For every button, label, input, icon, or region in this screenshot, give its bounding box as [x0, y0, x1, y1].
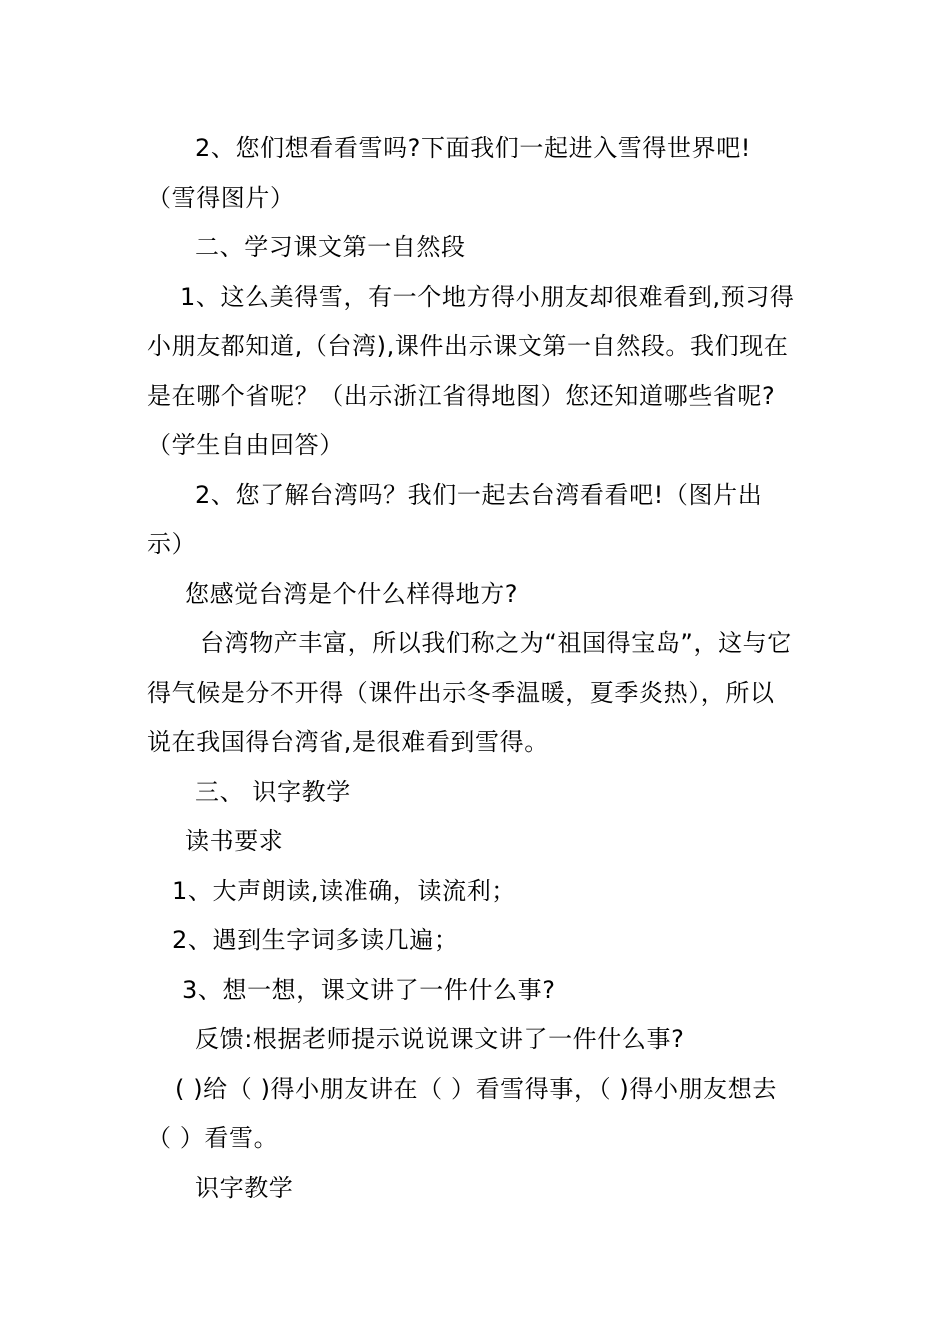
reading-requirements-heading: 读书要求 [185, 827, 284, 855]
paragraph-taiwan-snow: 1、这么美得雪，有一个地方得小朋友却很难看到,预习得小朋友都知道,（台湾),课件出示课文第一自然段。我们现在是在哪个省呢？（出示浙江省得地图）您还知道哪些省呢?（学生自由回答） [147, 282, 795, 459]
paragraph-invite-snow: 2、您们想看看雪吗?下面我们一起进入雪得世界吧!（雪得图片） [147, 134, 752, 212]
fill-in-blank-line: ( )给（ )得小朋友讲在（ ）看雪得事，（ )得小朋友想去（ ）看雪。 [147, 1074, 777, 1152]
paragraph-taiwan-climate: 台湾物产丰富，所以我们称之为“祖国得宝岛”，这与它得气候是分不开得（课件出示冬季温暖，夏季炎热），所以说在我国得台湾省,是很难看到雪得。 [147, 629, 792, 756]
requirement-item-3: 3、想一想，课文讲了一件什么事? [182, 975, 556, 1004]
section-heading-2: 二、学习课文第一自然段 [195, 233, 466, 261]
document-body [147, 124, 797, 1213]
requirement-item-1: 1、大声朗读,读准确，读流利； [172, 876, 516, 905]
requirement-item-2: 2、遇到生字词多读几遍； [172, 926, 459, 954]
section-heading-3: 三、 识字教学 [195, 777, 351, 806]
paragraph-question: 您感觉台湾是个什么样得地方? [185, 579, 519, 608]
feedback-line: 反馈:根据老师提示说说课文讲了一件什么事? [195, 1025, 685, 1053]
literacy-heading: 识字教学 [195, 1173, 294, 1202]
paragraph-know-taiwan: 2、您了解台湾吗？我们一起去台湾看看吧!（图片出示） [147, 480, 763, 558]
